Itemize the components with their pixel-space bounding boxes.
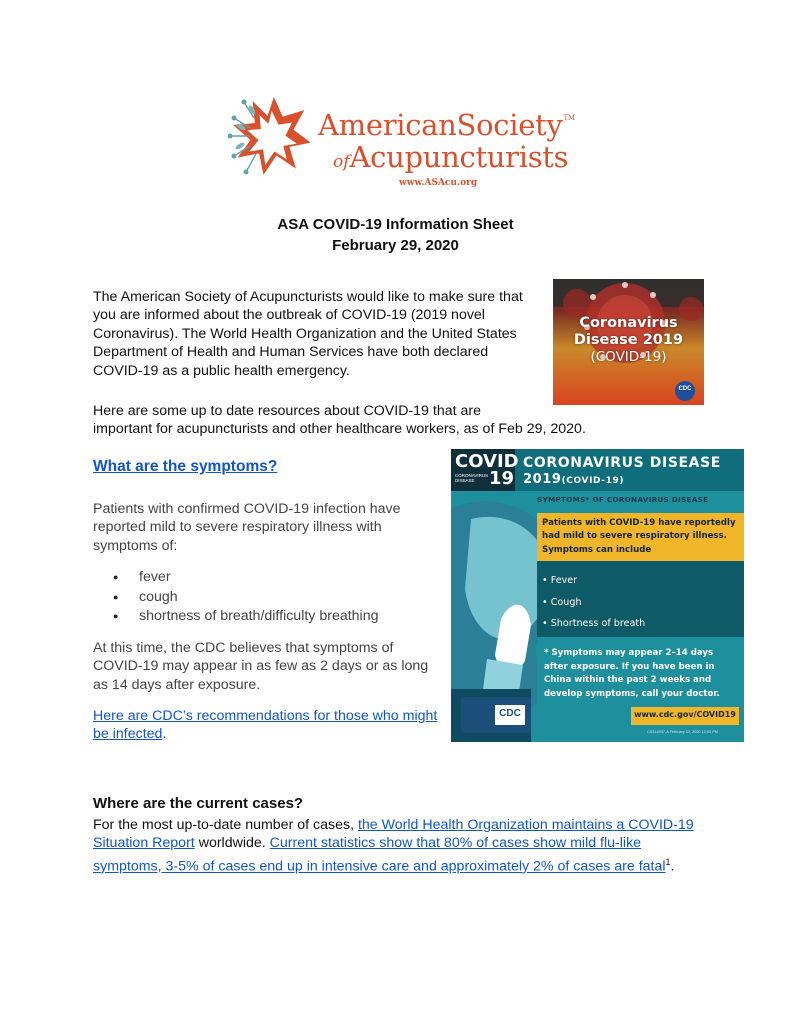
logo-wordmark-line2: ofAcupuncturists <box>333 140 569 174</box>
symptoms-list <box>93 568 433 627</box>
banner-line1: Coronavirus <box>579 315 678 331</box>
cdc-recommendations: Here are CDC’s recommendations for those who might be infected. <box>93 708 438 743</box>
list-item: • Shortness of breath <box>542 618 646 629</box>
logo-url: www.ASAcu.org <box>399 178 478 188</box>
symptoms-intro: Patients with confirmed COVID-19 infection have reported mild to severe respiratory illness with symptoms of: <box>93 501 401 554</box>
footnote-marker: 1 <box>665 856 671 867</box>
infographic-yellow-note: Patients with COVID-19 have reportedly had mild to severe respiratory illness. Symptoms can include <box>542 518 736 555</box>
cdc-recommendations-link-cont[interactable]: be infected <box>93 726 163 743</box>
symptoms-timing: At this time, the CDC believes that symptoms of COVID-19 may appear in as few as 2 days or as long as 14 days after exposure. <box>93 640 429 693</box>
infographic-year: 2019(COVID-19) <box>523 472 625 487</box>
asa-logo-mark-icon <box>228 96 310 178</box>
list-item: ● cough <box>93 588 433 608</box>
who-situation-report-link[interactable]: the World Health Organization maintains a COVID-19 <box>357 817 694 833</box>
statistics-link[interactable]: Current statistics show that 80% of cases show mild flu-like <box>269 835 642 852</box>
list-item: ● shortness of breath/difficulty breathing <box>93 607 433 627</box>
page-title: ASA COVID-19 Information Sheet <box>277 216 514 233</box>
resources-paragraph: Here are some up to date resources about COVID-19 that are important for acupuncturists and other healthcare workers, as of Feb 29, 2020. <box>93 403 586 438</box>
list-item: ● fever <box>93 568 433 588</box>
covid-badge: COVID <box>455 451 519 472</box>
list-item: • Cough <box>542 596 582 608</box>
intro-paragraph: The American Society of Acupuncturists would like to make sure that you are informed about the outbreak of COVID-19 (2019 novel Coronavirus). The World Health Organization and the United States Department of Health and Human Services have both declared COVID-19 as a public health emergency. <box>93 289 523 379</box>
cases-heading: Where are the current cases? <box>93 795 304 812</box>
covid-badge-number: 19 <box>489 468 515 489</box>
page-date: February 29, 2020 <box>332 237 459 254</box>
covid-badge-small: CORONAVIRUS DISEASE <box>455 473 489 483</box>
infographic-symptom-list <box>542 570 645 635</box>
logo-wordmark-line1: AmericanSociety™ <box>318 108 575 142</box>
cdc-badge-small: CDC <box>678 386 692 392</box>
who-situation-report-link-cont[interactable]: Situation Report <box>93 835 195 852</box>
list-item: • Fever <box>542 575 578 586</box>
banner-line2: Disease 2019 <box>573 332 684 348</box>
cases-paragraph: For the most up-to-date number of cases, the World Health Organization maintains a COVID-19 Situation Report worldwide. Current statistics show that 80% of cases show mild flu-like symptoms, 3-5% of cases end up in intensive care and approximately 2% of cases are fatal$^1$. <box>93 817 694 875</box>
cdc-recommendations-link[interactable]: Here are CDC’s recommendations for those who might <box>93 708 438 724</box>
cdc-logo: CDC <box>499 708 521 719</box>
coronavirus-disease-banner-image <box>553 279 704 405</box>
infographic-url: www.cdc.gov/COVID19 <box>634 710 736 719</box>
trademark-mark: TM <box>563 114 575 122</box>
infographic-title: CORONAVIRUS DISEASE <box>523 455 721 471</box>
banner-line3: (COVID-19) <box>590 349 667 365</box>
infographic-subtitle: SYMPTOMS* OF CORONAVIRUS DISEASE <box>537 495 709 504</box>
infographic-exposure-note: * Symptoms may appear 2–14 days after exposure. If you have been in China within the past 2 weeks and develop symptoms, call your doctor. <box>544 648 720 699</box>
cdc-symptoms-infographic <box>451 449 744 742</box>
infographic-fine-print: CS314937-A February 12, 2020 12:00 PM <box>647 730 718 734</box>
statistics-link-cont[interactable]: symptoms, 3-5% of cases end up in intensive care and approximately 2% of cases are fatal <box>93 858 666 875</box>
symptoms-heading-link[interactable]: What are the symptoms? <box>93 458 278 475</box>
